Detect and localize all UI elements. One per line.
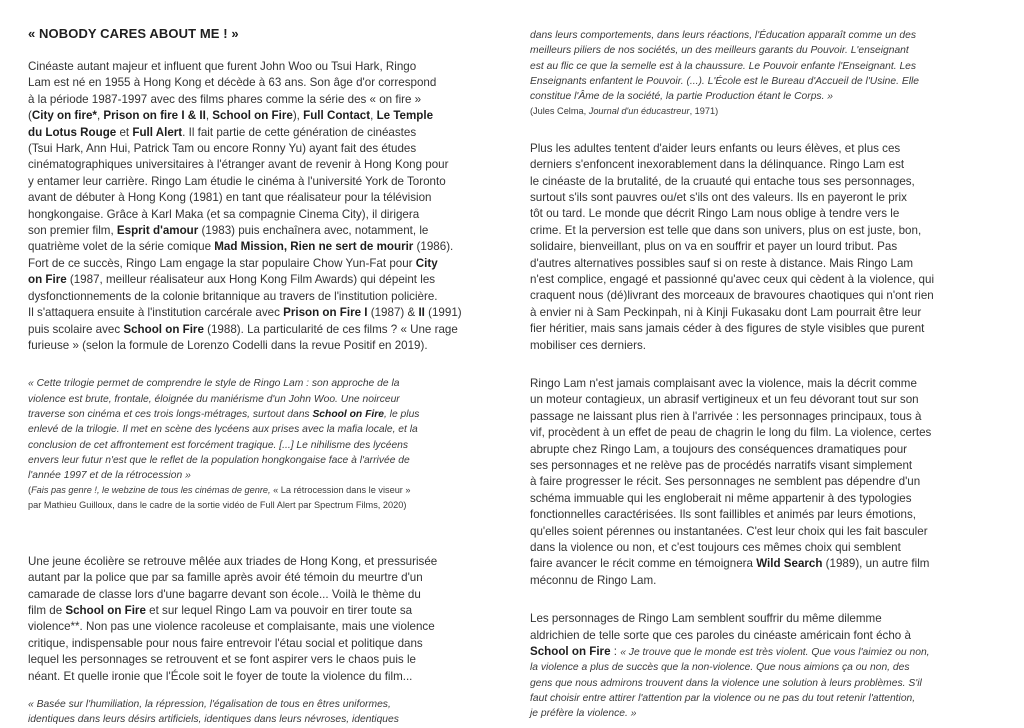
citation-source: Fais pas genre !, le webzine de tous les cinémas de genre,: [31, 485, 271, 496]
text-line: dysfonctionnements de la colonie britannique au travers de l'institution policière.: [28, 289, 438, 303]
quote-line: violence est brute, frontale, éloignée du maniérisme d'un John Woo. Une noirceur: [28, 393, 400, 405]
text-line: Cinéaste autant majeur et influent que furent John Woo ou Tsui Hark, Ringo: [28, 60, 417, 73]
text-line: violence**. Non pas une violence racoleuse et complaisante, mais une violence: [28, 620, 435, 634]
citation-line: [530, 104, 1000, 118]
text-line: cinématographiques universitaires à l'étranger avant de revenir à Hong Kong pour: [28, 158, 449, 172]
text-line: fier héritier, mais sans jamais céder à des figures de style visibles que purent: [530, 322, 925, 336]
text-line: ses personnages et ne relève pas de procédés narratifs visant simplement: [530, 459, 913, 472]
quote-line: faut choisir entre attirer l'attention par la violence ou ne pas du tout retenir l'attention,: [530, 693, 916, 705]
text-line-with-titles: son premier film, Esprit d'amour (1983) puis enchaînera avec, notamment, le: [28, 224, 429, 238]
text-line: derniers s'enfoncent inexorablement dans la délinquance. Ringo Lam est: [530, 158, 905, 172]
quote-line: envers leur futur n'est que le reflet de la population hongkongaise face à l'arrivée de: [28, 454, 410, 466]
text-line: craquent nous (dé)livrant des morceaux de bravoures chaotiques qui n'ont rien: [530, 289, 934, 303]
education-quote-citation: [530, 104, 1000, 118]
citation-article: « La rétrocession dans le viseur »: [270, 485, 411, 496]
quote-line: meilleurs piliers de nos sociétés, un des meilleurs garants du Pouvoir. L'enseignant: [530, 45, 909, 57]
education-quote-start: [28, 697, 498, 728]
quote-line: est au flic ce que la semelle est à la chaussure. Le Pouvoir enfante l'Enseignant. Les: [530, 60, 917, 72]
text-line: Les personnages de Ringo Lam semblent souffrir du même dilemme: [530, 612, 882, 626]
text-line: Lam est né en 1955 à Hong Kong et décède à 63 ans. Son âge d'or correspond: [28, 76, 437, 90]
text-line: vif, procèdent à un effet de peau de chagrin le long du film. La violence, certes: [530, 426, 932, 440]
text-line-with-quote: [530, 644, 1000, 660]
text-line: Plus les adultes tentent d'aider leurs enfants ou leurs élèves, et plus ces: [530, 141, 901, 155]
text-line-with-titles: Il s'attaquera ensuite à l'institution carcérale avec Prison on Fire I (1987) & II (1991): [28, 306, 462, 320]
text-line-with-titles: du Lotus Rouge et Full Alert. Il fait partie de cette génération de cinéastes: [28, 125, 417, 139]
text-line: Ringo Lam n'est jamais complaisant avec la violence, mais la décrit comme: [530, 376, 917, 390]
quote-line: Enseignants enfantent le Pouvoir. (...). L'École est le Bureau d'Accueil de l'Usine. Elle: [530, 75, 920, 87]
quote-line: la violence a plus de succès que la non-violence. Que nous aimions ça ou non, des: [530, 662, 910, 674]
text-line: lequel les personnages se retrouvent et se font aspirer vers le chaos puis le: [28, 653, 416, 667]
text-line: néant. Et quelle ironie que l'École soit le foyer de toute la violence du film...: [28, 669, 413, 683]
quote-line: je préfère la violence. »: [530, 708, 637, 720]
school-on-fire-paragraph: [28, 554, 498, 685]
text-line: hongkongaise. Grâce à Karl Maka (et sa compagnie Cinema City), il dirigera: [28, 207, 420, 221]
quote-line: gens que nous admirons trouvent dans la violence une solution à leurs problèmes. S'il: [530, 677, 922, 689]
text-line: qu'elles soient pérennes ou instantanées. C'est leur choix qui les fait basculer: [530, 524, 928, 538]
text-line: passage ne laissant plus rien à l'arrivée : les personnages principaux, tous à: [530, 409, 922, 423]
quote-line: conclusion de cet affrontement est forcément tragique. [...] Le nihilisme des lycéens: [28, 439, 409, 451]
quote-line: identiques dans leurs désirs artificiels, identiques dans leurs névroses, identiques: [28, 714, 399, 726]
text-line: avant de débuter à Hong Kong (1981) en tant que réalisateur pour la télévision: [28, 191, 432, 205]
text-line: autant par la police que par sa famille après avoir été témoin du meurtre d'un: [28, 571, 423, 585]
text-line: le cinéaste de la brutalité, de la cruauté qui entache tous ses personnages,: [530, 174, 915, 188]
text-line-with-titles: puis scolaire avec School on Fire (1988). La particularité de ces films ? « Une rage: [28, 322, 458, 336]
citation-author: (Jules Celma,: [530, 106, 589, 117]
text-line: abrupte chez Ringo Lam, a toujours des conséquences dramatiques pour: [530, 442, 908, 456]
education-quote-end: [530, 28, 1000, 104]
text-line: (Tsui Hark, Ann Hui, Patrick Tam ou encore Ronny Yu) ayant fait des études: [28, 142, 417, 156]
intro-paragraph: [28, 59, 498, 354]
quote-line: enlevé de la trilogie. Il met en scène des lycéens aux prises avec la mafia locale, et la: [28, 424, 418, 436]
quote-line: « Basée sur l'humiliation, la répression, l'égalisation de tous en êtres uniformes,: [28, 699, 391, 711]
text-line: Une jeune écolière se retrouve mêlée aux triades de Hong Kong, et pressurisée: [28, 554, 438, 568]
quote-line-with-title: traverse son cinéma et ces trois longs-métrages, surtout dans School on Fire, le plus: [28, 408, 420, 420]
text-line-with-titles: (City on fire*, Prison on fire I & II, School on Fire), Full Contact, Le Temple: [28, 109, 434, 123]
quote-line: constitue l'Âme de la société, la partie Production étant le Corps. »: [530, 91, 834, 103]
adults-paragraph: [530, 141, 1000, 354]
quote-line: l'année 1997 et de la rétrocession »: [28, 470, 191, 482]
text-line: surtout s'ils sont pauvres ou/et s'ils ont des valeurs. Ils en payeront le prix: [530, 190, 907, 204]
citation-line: (Fais pas genre !, le webzine de tous les cinémas de genre, « La rétrocession dans le viseur »: [28, 485, 411, 496]
aldrich-quote-start: « Je trouve que le monde est très violent. Que vous l'aimiez ou non,: [620, 647, 930, 659]
citation-line: par Mathieu Guilloux, dans le cadre de la sortie vidéo de Full Alert par Spectrum Films, 2020): [28, 499, 407, 510]
text-line: crime. Et la perversion est telle que dans son univers, plus on est juste, bon,: [530, 223, 922, 237]
text-line-with-titles: Fort de ce succès, Ringo Lam engage la star populaire Chow Yun-Fat pour City: [28, 256, 438, 270]
text-line: n'est complice, engagé et passionné qu'avec ceux qui cèdent à la violence, qui: [530, 272, 935, 286]
citation-year: , 1971): [689, 106, 719, 117]
text-line: dans la violence ou non, et c'est toujours ces mêmes choix qui semblent: [530, 541, 901, 555]
text-line: tôt ou tard. Le monde que décrit Ringo Lam nous oblige à tendre vers le: [530, 207, 900, 221]
text-line: d'autres alternatives possibles sauf si on reste à distance. Mais Ringo Lam: [530, 256, 914, 270]
text-line: mobiliser ces derniers.: [530, 338, 646, 352]
text-line: solidaire, bienveillant, plus on va en souffrir et payer un lourd tribut. Pas: [530, 240, 898, 254]
text-line: à faire progresser le récit. Ses personnages ne semblent pas dépendre d'un: [530, 475, 921, 489]
text-line: méconnu de Ringo Lam.: [530, 573, 657, 587]
text-line: à la période 1987-1997 avec des films phares comme la série des « on fire »: [28, 92, 422, 106]
text-line: camarade de classe lors d'une bagarre devant son école... Voilà le thème du: [28, 587, 421, 601]
text-line-with-title: film de School on Fire et sur lequel Ringo Lam va pouvoir en tirer toute sa: [28, 604, 413, 618]
text-line: aldrichien de telle sorte que ces paroles du cinéaste américain font écho à: [530, 628, 911, 642]
quote-line: « Cette trilogie permet de comprendre le style de Ringo Lam : son approche de la: [28, 378, 400, 390]
right-column: [530, 28, 1000, 722]
text-line-with-titles: on Fire (1987, meilleur réalisateur aux Hong Kong Film Awards) qui dépeint les: [28, 273, 436, 287]
text-line: y entamer leur carrière. Ringo Lam étudie le cinéma à l'université York de Toronto: [28, 174, 446, 188]
citation-work: Journal d'un éducastreur: [588, 106, 690, 117]
violence-paragraph: [530, 376, 1000, 589]
text-line-with-title: faire avancer le récit comme en témoignera Wild Search (1989), un autre film: [530, 557, 930, 571]
text-line: un moteur contagieux, un abrasif vertigineux et un feu dévorant tout sur son: [530, 393, 919, 407]
text-line: fonctionnelles caractérisées. Ils sont faillibles et animés par leurs émotions,: [530, 508, 916, 522]
quote-line: dans leurs comportements, dans leurs réactions, l'Éducation apparaît comme un des: [530, 30, 917, 41]
separator: :: [610, 645, 621, 659]
left-column: [28, 26, 498, 728]
text-line: furieuse » (selon la formule de Lorenzo Codelli dans la revue Positif en 2019).: [28, 338, 428, 352]
text-line: critique, indispensable pour nous faire entrevoir l'étau social et politique dans: [28, 636, 423, 650]
text-line: à envier ni à Sam Peckinpah, ni à Kinji Fukasaku dont Lam pourrait être leur: [530, 305, 922, 319]
trilogy-quote: [28, 376, 498, 483]
dilemma-paragraph: [530, 611, 1000, 721]
text-line-with-titles: quatrième volet de la série comique Mad Mission, Rien ne sert de mourir (1986).: [28, 240, 454, 254]
film-title: School on Fire: [530, 645, 611, 659]
aldrich-quote: [530, 660, 1000, 721]
trilogy-quote-citation: [28, 483, 498, 511]
text-line: schéma immuable qui les engloberait ni même appartenir à des typologies: [530, 491, 912, 505]
article-title: « NOBODY CARES ABOUT ME ! »: [28, 26, 239, 41]
